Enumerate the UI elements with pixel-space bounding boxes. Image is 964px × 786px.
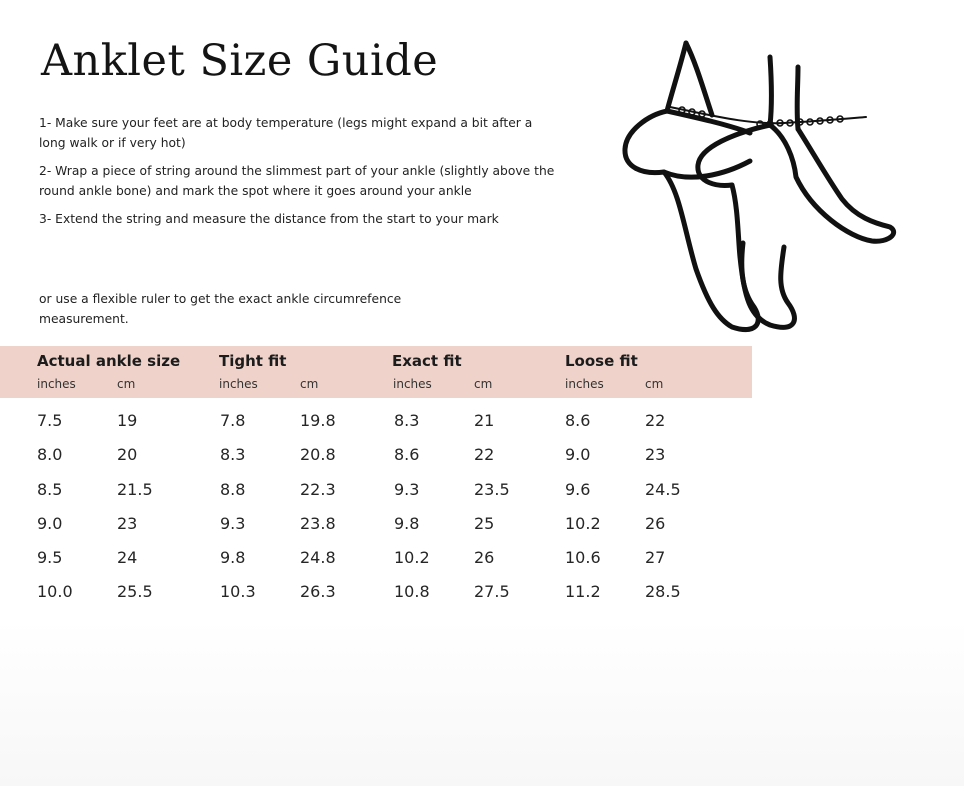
unit-header: inches <box>565 377 604 391</box>
table-cell: 11.2 <box>565 582 601 601</box>
table-cell: 21 <box>474 411 495 430</box>
page-title: Anklet Size Guide <box>41 36 439 86</box>
instruction-step-1: 1- Make sure your feet are at body temperature (legs might expand a bit after a long walk or if very hot) <box>39 116 533 150</box>
instruction-step-3: 3- Extend the string and measure the distance from the start to your mark <box>39 212 499 226</box>
table-cell: 9.3 <box>394 480 420 499</box>
table-cell: 8.0 <box>37 445 63 464</box>
table-cell: 24 <box>117 548 138 567</box>
table-cell: 9.8 <box>220 548 246 567</box>
group-header-loose: Loose fit <box>565 352 638 370</box>
table-cell: 23.5 <box>474 480 510 499</box>
unit-header: cm <box>117 377 136 391</box>
table-cell: 24.5 <box>645 480 681 499</box>
table-cell: 25 <box>474 514 495 533</box>
table-cell: 9.6 <box>565 480 591 499</box>
table-cell: 19.8 <box>300 411 336 430</box>
table-cell: 9.5 <box>37 548 63 567</box>
unit-header: inches <box>219 377 258 391</box>
instruction-step-2: 2- Wrap a piece of string around the slimmest part of your ankle (slightly above the round ankle bone) and mark the spot where it goes around your ankle <box>39 164 555 198</box>
table-cell: 8.6 <box>565 411 591 430</box>
table-cell: 21.5 <box>117 480 153 499</box>
group-header-tight: Tight fit <box>219 352 287 370</box>
table-cell: 8.5 <box>37 480 63 499</box>
table-cell: 20 <box>117 445 138 464</box>
table-cell: 9.0 <box>37 514 63 533</box>
table-cell: 7.5 <box>37 411 63 430</box>
table-cell: 10.8 <box>394 582 430 601</box>
table-cell: 8.3 <box>394 411 420 430</box>
table-cell: 22 <box>474 445 495 464</box>
instructions <box>39 113 559 237</box>
table-cell: 26.3 <box>300 582 336 601</box>
table-cell: 27.5 <box>474 582 510 601</box>
table-cell: 8.6 <box>394 445 420 464</box>
foot-with-anklet-icon <box>620 7 910 341</box>
table-cell: 9.8 <box>394 514 420 533</box>
group-header-exact: Exact fit <box>392 352 462 370</box>
unit-header: cm <box>645 377 664 391</box>
table-cell: 25.5 <box>117 582 153 601</box>
table-cell: 8.3 <box>220 445 246 464</box>
ruler-note: or use a flexible ruler to get the exact ankle circumrefence measurement. <box>39 292 402 326</box>
table-cell: 24.8 <box>300 548 336 567</box>
unit-header: cm <box>300 377 319 391</box>
table-cell: 20.8 <box>300 445 336 464</box>
table-cell: 26 <box>474 548 495 567</box>
table-cell: 23 <box>645 445 666 464</box>
table-cell: 9.0 <box>565 445 591 464</box>
table-cell: 19 <box>117 411 138 430</box>
table-cell: 9.3 <box>220 514 246 533</box>
table-cell: 10.2 <box>565 514 601 533</box>
background-shade <box>0 620 964 786</box>
table-cell: 10.6 <box>565 548 601 567</box>
unit-header: cm <box>474 377 493 391</box>
table-cell: 10.3 <box>220 582 256 601</box>
table-cell: 27 <box>645 548 666 567</box>
unit-header: inches <box>393 377 432 391</box>
table-cell: 10.0 <box>37 582 73 601</box>
table-cell: 8.8 <box>220 480 246 499</box>
group-header-actual: Actual ankle size <box>37 352 181 370</box>
table-cell: 7.8 <box>220 411 246 430</box>
table-cell: 23.8 <box>300 514 336 533</box>
table-cell: 22 <box>645 411 666 430</box>
unit-header: inches <box>37 377 76 391</box>
table-cell: 28.5 <box>645 582 681 601</box>
table-cell: 22.3 <box>300 480 336 499</box>
table-cell: 10.2 <box>394 548 430 567</box>
table-cell: 23 <box>117 514 138 533</box>
table-cell: 26 <box>645 514 666 533</box>
